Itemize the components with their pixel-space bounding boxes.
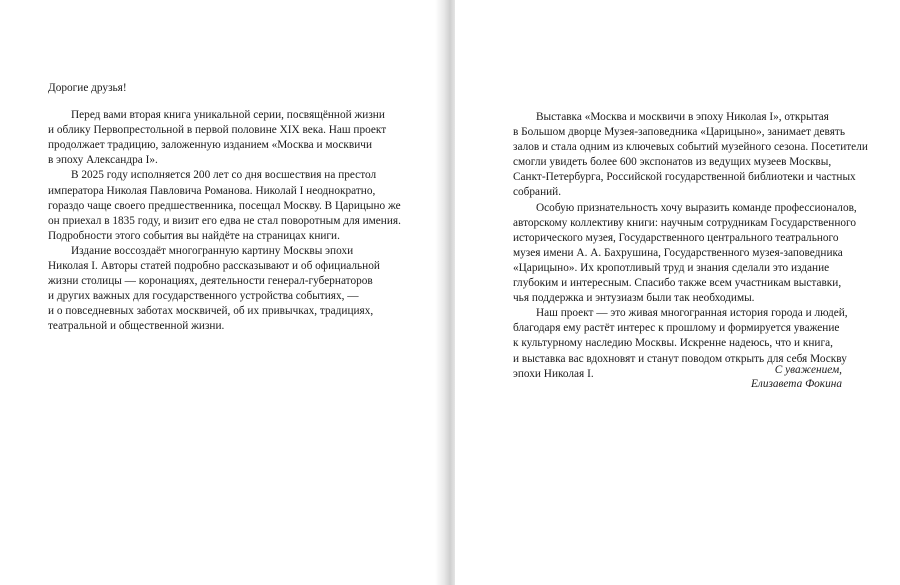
text-line: благодаря ему растёт интерес к прошлому и формируется уважение [513, 322, 840, 335]
signature-name: Елизавета Фокина [751, 377, 842, 390]
text-line: эпохи Николая I. [513, 367, 594, 380]
text-line: чья поддержка и энтузиазм были так необходимы. [513, 292, 755, 305]
text-line: жизни столицы — коронациях, деятельности генерал-губернаторов [48, 275, 373, 288]
text-line: Выставка «Москва и москвичи в эпоху Николая I», открытая [536, 111, 829, 123]
text-line: театральной и общественной жизни. [48, 320, 225, 333]
text-line: и выставка вас вдохновят и станут поводом открыть для себя Москву [513, 352, 847, 365]
text-line: и облику Первопрестольной в первой половине XIX века. Наш проект [48, 124, 387, 137]
text-line: Издание воссоздаёт многогранную картину Москвы эпохи [71, 244, 354, 257]
right-page-text [513, 110, 868, 382]
text-line: залов и стала одним из ключевых событий музейного сезона. Посетители [513, 141, 868, 154]
text-line: «Царицыно». Их кропотливый труд и знания сделали это издание [513, 261, 830, 274]
text-line: авторскому коллективу книги: научным сотрудникам Государственного [513, 216, 857, 229]
text-line: он приехал в 1835 году, и визит его едва не стал поворотным для имения. [48, 214, 401, 227]
text-line: в Большом дворце Музея-заповедника «Царицыно», занимает девять [513, 126, 846, 139]
text-line: Санкт-Петербурга, Российской государственной библиотеки и частных [513, 171, 856, 184]
text-line: Наш проект — это живая многогранная история города и людей, [536, 307, 848, 320]
text-line: смогли увидеть более 600 экспонатов из ведущих музеев Москвы, [513, 156, 832, 169]
text-line: продолжает традицию, заложенную изданием «Москва и москвичи [48, 139, 373, 152]
right-page [455, 0, 900, 585]
text-line: собраний. [513, 186, 562, 199]
greeting: Дорогие друзья! [48, 82, 127, 94]
text-line: к культурному наследию Москвы. Искренне надеюсь, что и книга, [513, 337, 833, 350]
text-line: исторического музея, Государственного центрального театрального [513, 231, 839, 244]
text-line: и о повседневных заботах москвичей, об их привычках, традициях, [48, 305, 374, 318]
left-page [0, 0, 445, 585]
text-line: императора Николая Павловича Романова. Николай I неоднократно, [48, 184, 376, 197]
text-line: В 2025 году исполняется 200 лет со дня восшествия на престол [71, 169, 377, 182]
signature-closing: С уважением, [774, 364, 842, 376]
text-line: в эпоху Александра I». [48, 154, 158, 167]
text-line: гораздо чаще своего предшественника, посещал Москву. В Царицыно же [48, 199, 401, 212]
text-line: глубоким и интересным. Спасибо также всем участникам выставки, [513, 277, 842, 290]
signature [751, 364, 842, 391]
text-line: Подробности этого события вы найдёте на страницах книги. [48, 229, 340, 242]
text-line: Перед вами вторая книга уникальной серии, посвящённой жизни [71, 109, 385, 122]
left-page-text [48, 81, 401, 335]
text-line: Особую признательность хочу выразить команде профессионалов, [536, 201, 857, 214]
text-line: и других важных для государственного устройства событиях, — [48, 290, 359, 303]
text-line: музея имени А. А. Бахрушина, Государственного музея-заповедника [513, 246, 843, 259]
text-line: Николая I. Авторы статей подробно рассказывают и об официальной [48, 260, 380, 273]
